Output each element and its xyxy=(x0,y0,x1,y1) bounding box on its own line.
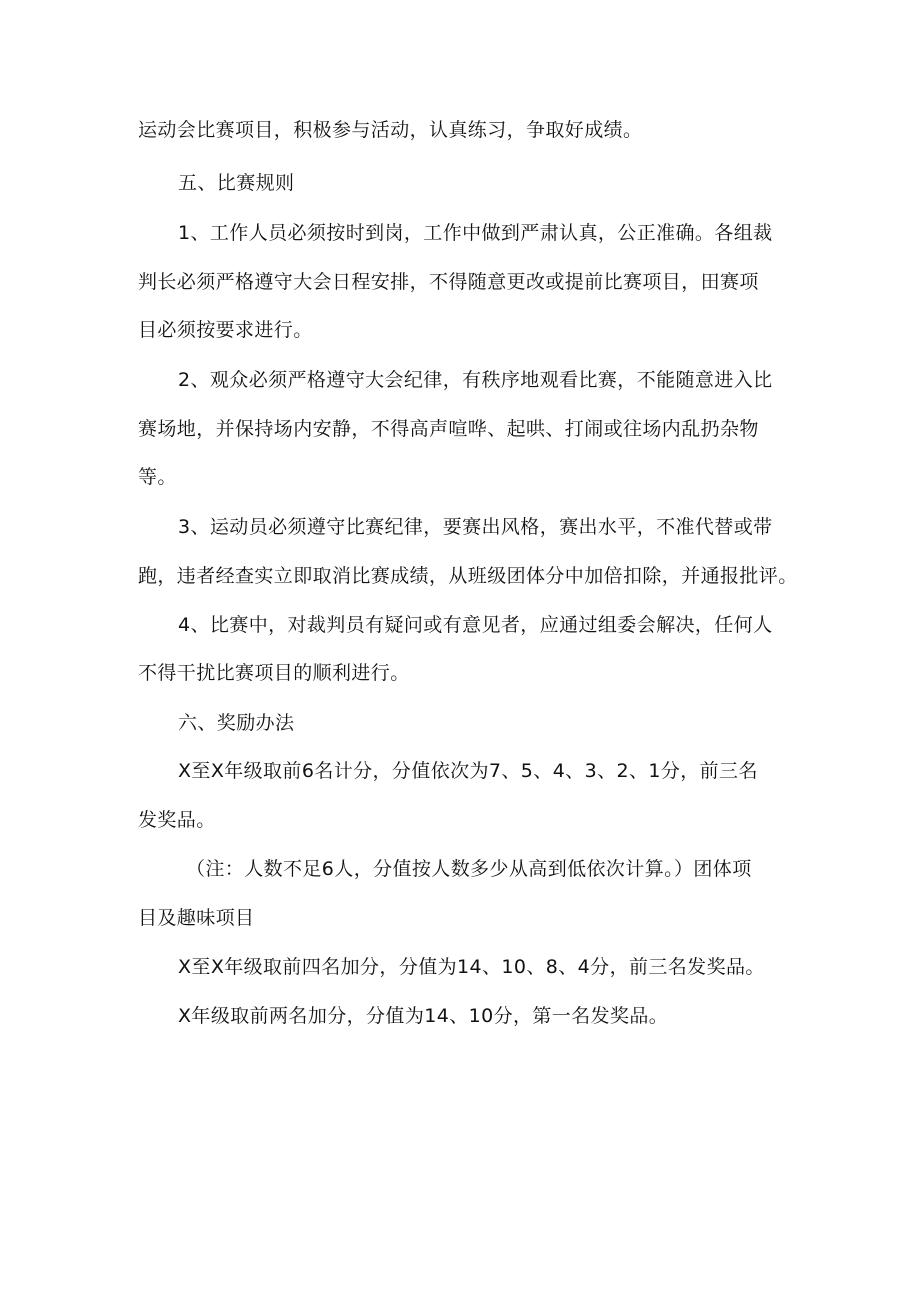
rule-4-line: 不得干扰比赛项目的顺利进行。 xyxy=(138,662,410,684)
award-line: 发奖品。 xyxy=(138,809,216,831)
rule-2-line: 2、观众必须严格遵守大会纪律，有秩序地观看比赛，不能随意进入比 xyxy=(178,369,773,391)
award-line: X至X年级取前6名计分，分值依次为7、5、4、3、2、1分，前三名 xyxy=(178,760,758,782)
rule-1-line: 目必须按要求进行。 xyxy=(138,319,313,341)
rule-4-line: 4、比赛中，对裁判员有疑问或有意见者，应通过组委会解决，任何人 xyxy=(178,614,773,636)
rule-3-line: 跑，违者经查实立即取消比赛成绩，从班级团体分中加倍扣除，并通报批评。 xyxy=(138,565,798,587)
section-heading-rules: 五、比赛规则 xyxy=(178,172,295,194)
rule-3-line: 3、运动员必须遵守比赛纪律，要赛出风格，赛出水平，不准代替或带 xyxy=(178,516,773,538)
paragraph-line: 运动会比赛项目，积极参与活动，认真练习，争取好成绩。 xyxy=(138,119,643,141)
award-line: X至X年级取前四名加分，分值为14、10、8、4分，前三名发奖品。 xyxy=(178,956,765,978)
award-line: X年级取前两名加分，分值为14、10分，第一名发奖品。 xyxy=(178,1005,669,1027)
rule-2-line: 赛场地，并保持场内安静，不得高声喧哗、起哄、打闹或往场内乱扔杂物 xyxy=(138,418,759,440)
award-note-line: 目及趣味项目 xyxy=(138,907,255,929)
rule-1-line: 1、工作人员必须按时到岗，工作中做到严肃认真，公正准确。各组裁 xyxy=(178,222,773,244)
section-heading-awards: 六、奖励办法 xyxy=(178,712,295,734)
rule-1-line: 判长必须严格遵守大会日程安排，不得随意更改或提前比赛项目，田赛项 xyxy=(138,271,759,293)
rule-2-line: 等。 xyxy=(138,466,177,488)
award-note-line: （注：人数不足6人，分值按人数多少从高到低依次计算。）团体项 xyxy=(186,858,752,880)
